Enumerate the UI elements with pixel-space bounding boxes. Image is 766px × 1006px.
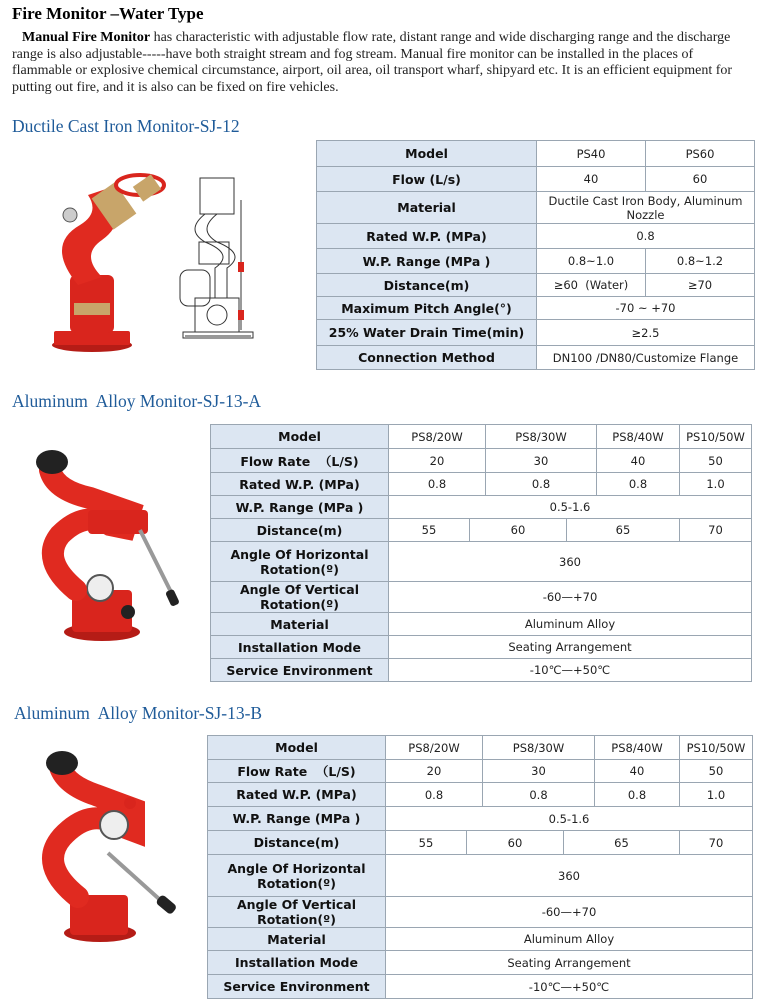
table-row [211,613,752,636]
spec-table-sj13b [207,735,753,999]
table-cell: 0.5-1.6 [386,807,753,831]
row-label: Rated W.P. (MPa) [211,473,389,496]
table-cell: 65 [564,831,680,855]
table-row [317,320,755,346]
row-label: Installation Mode [208,951,386,975]
table-row [211,542,752,582]
table-row [211,636,752,659]
table-row [211,473,752,496]
table-cell: PS60 [646,141,755,167]
section-title-sj13b: Aluminum Alloy Monitor-SJ-13-B [14,703,263,723]
table-cell: 40 [537,167,646,192]
row-label: Rated W.P. (MPa) [208,783,386,807]
table-cell: 60 [646,167,755,192]
table-cell: -70 ~ +70 [537,297,755,320]
table-cell: PS10/50W [680,736,753,760]
table-row [317,274,755,297]
row-label: W.P. Range (MPa ) [317,249,537,274]
table-cell: -10℃—+50℃ [389,659,752,682]
row-label: Flow (L/s) [317,167,537,192]
table-cell: 40 [595,760,680,783]
table-cell: PS10/50W [680,425,752,449]
intro-text: has characteristic with adjustable flow rate, distant range and wide discharging range and the discharge range is also adjustable-----have both straight stream and fog stream. Manual fire monitor can be installed in the places of flammable or explosive chemical circumstance, airport, oil area, oil transport wharf, shipyard etc. It is an efficient equipment for putting out fire, and it is also can be fixed on fire vehicles. [12,30,733,95]
table-cell: Ductile Cast Iron Body, Aluminum Nozzle [537,192,755,224]
table-row [317,192,755,224]
table-cell: Aluminum Alloy [386,928,753,951]
table-cell: PS8/40W [595,736,680,760]
table-row [208,951,753,975]
table-cell: ≥2.5 [537,320,755,346]
row-label: Material [317,192,537,224]
intro-lead: Manual Fire Monitor [22,30,151,45]
table-cell: DN100 /DN80/Customize Flange [537,346,755,370]
table-cell: 0.8~1.0 [537,249,646,274]
row-label: Rated W.P. (MPa) [317,224,537,249]
row-label: Model [211,425,389,449]
table-cell: 1.0 [680,473,752,496]
row-label: Material [208,928,386,951]
fire-monitor-photo [38,745,193,950]
table-row [211,659,752,682]
table-row [208,807,753,831]
row-label: Flow Rate （L/S) [208,760,386,783]
table-row [208,975,753,999]
table-cell: 65 [567,519,680,542]
table-cell: ≥70 [646,274,755,297]
row-label: Angle Of Horizontal Rotation(º) [211,542,389,582]
table-cell: 50 [680,760,753,783]
table-cell: -60—+70 [386,897,753,928]
intro-paragraph [12,30,752,96]
table-cell: 30 [486,449,597,473]
table-row [211,425,752,449]
table-cell: Aluminum Alloy [389,613,752,636]
table-row [208,760,753,783]
table-cell: PS8/40W [597,425,680,449]
table-cell: 360 [389,542,752,582]
table-cell: ≥60 (Water) [537,274,646,297]
spec-table-sj13a [210,424,752,682]
table-cell: PS8/20W [389,425,486,449]
row-label: W.P. Range (MPa ) [208,807,386,831]
table-row [211,519,752,542]
table-cell: PS8/30W [483,736,595,760]
row-label: Material [211,613,389,636]
table-cell: 70 [680,519,752,542]
table-cell: 0.8~1.2 [646,249,755,274]
table-row [208,831,753,855]
table-row [317,249,755,274]
table-cell: -10℃—+50℃ [386,975,753,999]
row-label: Flow Rate （L/S) [211,449,389,473]
spec-table-sj12 [316,140,755,370]
table-cell: PS40 [537,141,646,167]
table-row [317,167,755,192]
table-cell: 20 [386,760,483,783]
table-cell: 0.8 [597,473,680,496]
table-cell: 0.8 [483,783,595,807]
fire-monitor-photo [40,165,170,360]
table-cell: 60 [470,519,567,542]
row-label: Service Environment [211,659,389,682]
table-cell: 0.8 [389,473,486,496]
row-label: Angle Of Vertical Rotation(º) [211,582,389,613]
row-label: Installation Mode [211,636,389,659]
table-row [208,783,753,807]
section-title-sj13a: Aluminum Alloy Monitor-SJ-13-A [12,391,262,411]
table-cell: 55 [389,519,470,542]
table-row [208,736,753,760]
table-row [317,224,755,249]
table-cell: Seating Arrangement [386,951,753,975]
row-label: Distance(m) [317,274,537,297]
table-row [211,449,752,473]
row-label: Angle Of Horizontal Rotation(º) [208,855,386,897]
row-label: Model [208,736,386,760]
table-cell: 0.8 [386,783,483,807]
table-cell: PS8/20W [386,736,483,760]
table-row [317,346,755,370]
table-row [208,897,753,928]
table-cell: Seating Arrangement [389,636,752,659]
table-cell: 0.8 [486,473,597,496]
row-label: 25% Water Drain Time(min) [317,320,537,346]
row-label: Model [317,141,537,167]
table-cell: 40 [597,449,680,473]
row-label: Angle Of Vertical Rotation(º) [208,897,386,928]
page-title: Fire Monitor –Water Type [12,4,204,23]
table-cell: -60—+70 [389,582,752,613]
table-row [317,297,755,320]
fire-monitor-photo [30,440,190,650]
section-title-sj12: Ductile Cast Iron Monitor-SJ-12 [12,116,240,136]
row-label: Service Environment [208,975,386,999]
table-cell: 70 [680,831,753,855]
table-cell: 20 [389,449,486,473]
table-cell: 1.0 [680,783,753,807]
table-row [317,141,755,167]
table-cell: 0.5-1.6 [389,496,752,519]
table-row [208,928,753,951]
row-label: Maximum Pitch Angle(°) [317,297,537,320]
table-cell: PS8/30W [486,425,597,449]
row-label: Connection Method [317,346,537,370]
row-label: W.P. Range (MPa ) [211,496,389,519]
row-label: Distance(m) [211,519,389,542]
table-row [211,496,752,519]
table-cell: 55 [386,831,467,855]
table-cell: 0.8 [537,224,755,249]
table-row [208,855,753,897]
table-cell: 30 [483,760,595,783]
table-cell: 0.8 [595,783,680,807]
row-label: Distance(m) [208,831,386,855]
table-cell: 50 [680,449,752,473]
technical-drawing-icon [175,170,260,360]
table-cell: 360 [386,855,753,897]
table-cell: 60 [467,831,564,855]
table-row [211,582,752,613]
